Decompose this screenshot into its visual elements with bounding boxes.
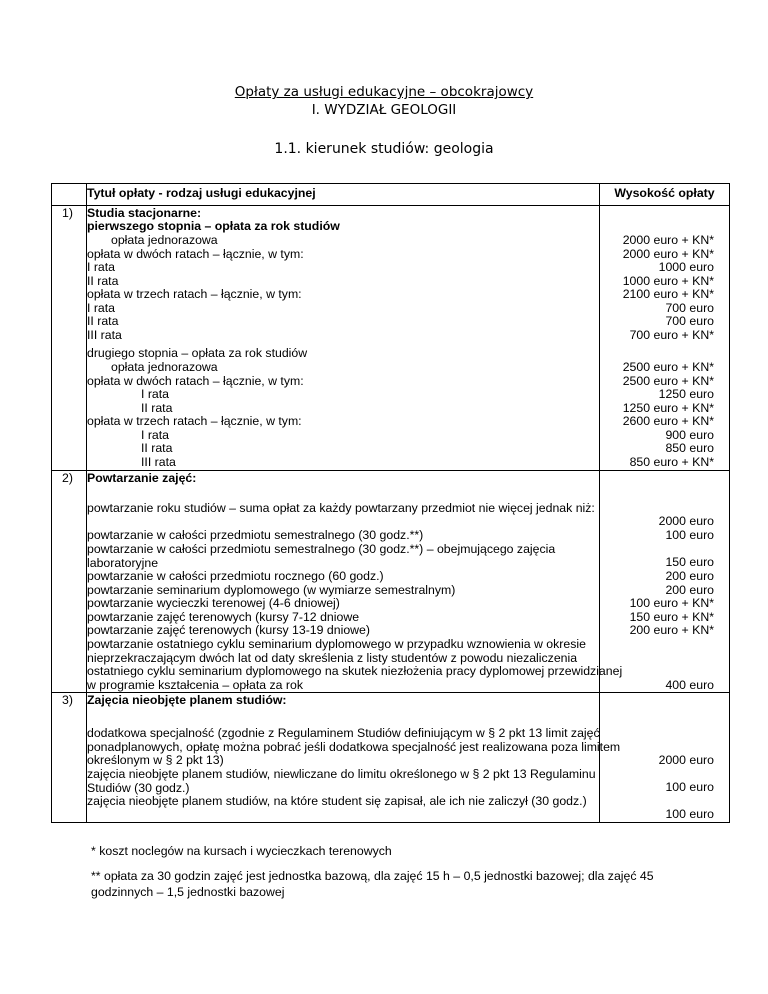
fee-row-label: zajęcia nieobjęte planem studiów, na które student się zapisał, ale ich nie zaliczył (30 godz.)	[87, 794, 587, 808]
fee-row-label: II rata	[87, 314, 119, 328]
fees-table	[51, 183, 730, 823]
section-number: 3)	[62, 693, 73, 707]
fee-row-amount: 100 euro + KN*	[629, 596, 714, 610]
fee-row-amount: 150 euro + KN*	[629, 610, 714, 624]
fee-row-label: powtarzanie w całości przedmiotu semestralnego (30 godz.**)	[87, 528, 424, 542]
section-heading: Zajęcia nieobjęte planem studiów:	[87, 693, 287, 707]
fee-row-label: powtarzanie w całości przedmiotu rocznego (60 godz.)	[87, 569, 384, 583]
section-heading: Powtarzanie zajęć:	[87, 471, 197, 485]
fee-row-label: II rata	[87, 274, 119, 288]
fee-row-amount: 200 euro	[665, 583, 714, 597]
fee-row-amount: 2500 euro + KN*	[622, 360, 714, 374]
fee-row-amount: 850 euro + KN*	[629, 455, 714, 469]
fee-row-label: II rata	[141, 441, 173, 455]
fee-row-amount: 200 euro	[665, 569, 714, 583]
fee-row-amount: 700 euro + KN*	[629, 328, 714, 342]
section-number: 2)	[62, 471, 73, 485]
fee-row-amount: 2000 euro + KN*	[622, 247, 714, 261]
column-header-fee: Wysokość opłaty	[614, 186, 715, 200]
fee-row-label: I rata	[87, 301, 116, 315]
fee-row-label: I rata	[141, 387, 170, 401]
fee-row-label: powtarzanie zajęć terenowych (kursy 13-19 dniowe)	[87, 623, 370, 637]
fee-row-amount: 700 euro	[665, 314, 714, 328]
fee-row-label: powtarzanie seminarium dyplomowego (w wymiarze semestralnym)	[87, 583, 456, 597]
fee-row-amount: 150 euro	[665, 555, 714, 569]
fee-row-amount: 100 euro	[665, 528, 714, 542]
fee-row-amount: 700 euro	[665, 301, 714, 315]
fee-row-label: opłata jednorazowa	[111, 360, 218, 374]
subsection-heading: drugiego stopnia – opłata za rok studiów	[87, 346, 308, 360]
table-border-right	[729, 183, 730, 823]
table-border-top	[51, 183, 730, 184]
subsection-heading: pierwszego stopnia – opłata za rok studiów	[87, 219, 340, 233]
table-border-bottom	[51, 822, 730, 823]
fee-row-label: I rata	[87, 260, 116, 274]
fee-row-label: powtarzanie roku studiów – suma opłat za każdy powtarzany przedmiot nie więcej jednak niż:	[87, 501, 595, 515]
fee-row-amount: 2000 euro	[658, 514, 714, 528]
fee-row-label: powtarzanie wycieczki terenowej (4-6 dniowej)	[87, 596, 340, 610]
field-of-study-heading: 1.1. kierunek studiów: geologia	[274, 141, 494, 157]
fee-row-label: powtarzanie w całości przedmiotu semestralnego (30 godz.**) – obejmującego zajęcia laboratoryjne	[87, 542, 556, 570]
fee-row-label: III rata	[141, 455, 176, 469]
fee-row-amount: 2500 euro + KN*	[622, 374, 714, 388]
footnote-kn: * koszt noclegów na kursach i wycieczkach terenowych	[91, 844, 392, 858]
fee-row-label: opłata w dwóch ratach – łącznie, w tym:	[87, 374, 304, 388]
fee-row-amount: 2100 euro + KN*	[622, 287, 714, 301]
fee-row-amount: 850 euro	[665, 441, 714, 455]
column-header-title: Tytuł opłaty - rodzaj usługi edukacyjnej	[87, 186, 316, 200]
fee-row-label: II rata	[141, 401, 173, 415]
fee-row-label: powtarzanie zajęć terenowych (kursy 7-12 dniowe	[87, 610, 360, 624]
fee-row-label: zajęcia nieobjęte planem studiów, niewliczane do limitu określonego w § 2 pkt 13 Regulaminu Studiów (30 godz.)	[87, 767, 596, 795]
fee-row-label: opłata w trzech ratach – łącznie, w tym:	[87, 414, 302, 428]
fee-row-amount: 400 euro	[665, 678, 714, 692]
fee-row-amount: 2000 euro + KN*	[622, 233, 714, 247]
fee-row-amount: 100 euro	[665, 780, 714, 794]
section-number: 1)	[62, 206, 73, 220]
fee-row-label: powtarzanie ostatniego cyklu seminarium dyplomowego w przypadku wznowienia w okresie nieprzekraczającym dwóch lat od daty skreślenia z listy studentów z powodu niezaliczenia ostatniego cyklu seminarium dyplomowego na skutek niezłożenia pracy dyplomowej przewidzianej w programie kształcenia – opłata za rok	[87, 637, 623, 692]
footnote-hours: ** opłata za 30 godzin zajęć jest jednostka bazową, dla zajęć 15 h – 0,5 jednostki bazowej; dla zajęć 45 godzinnych – 1,5 jednostki bazowej	[91, 869, 654, 899]
fee-row-label: III rata	[87, 328, 122, 342]
table-border-left	[51, 183, 52, 823]
fee-row-label: opłata jednorazowa	[111, 233, 218, 247]
document-title: Opłaty za usługi edukacyjne – obcokrajowcy	[234, 84, 534, 100]
fee-row-label: dodatkowa specjalność (zgodnie z Regulaminem Studiów definiującym w § 2 pkt 13 limit zajęć ponadplanowych, opłatę można pobrać jeśli dodatkowa specjalność jest realizowana poza limitem określonym w § 2 pkt 13)	[87, 726, 621, 767]
fee-row-label: I rata	[141, 428, 170, 442]
fee-row-amount: 1250 euro	[658, 387, 714, 401]
fee-row-amount: 100 euro	[665, 807, 714, 821]
section-heading: Studia stacjonarne:	[87, 206, 202, 220]
fee-row-amount: 2000 euro	[658, 753, 714, 767]
faculty-heading: I. WYDZIAŁ GEOLOGII	[311, 102, 457, 118]
fee-row-amount: 200 euro + KN*	[629, 623, 714, 637]
fee-row-amount: 2600 euro + KN*	[622, 414, 714, 428]
fee-row-amount: 1250 euro + KN*	[622, 401, 714, 415]
fee-row-label: opłata w trzech ratach – łącznie, w tym:	[87, 287, 302, 301]
fee-row-amount: 1000 euro	[658, 260, 714, 274]
fee-row-label: opłata w dwóch ratach – łącznie, w tym:	[87, 247, 304, 261]
fee-row-amount: 1000 euro + KN*	[622, 274, 714, 288]
fee-row-amount: 900 euro	[665, 428, 714, 442]
